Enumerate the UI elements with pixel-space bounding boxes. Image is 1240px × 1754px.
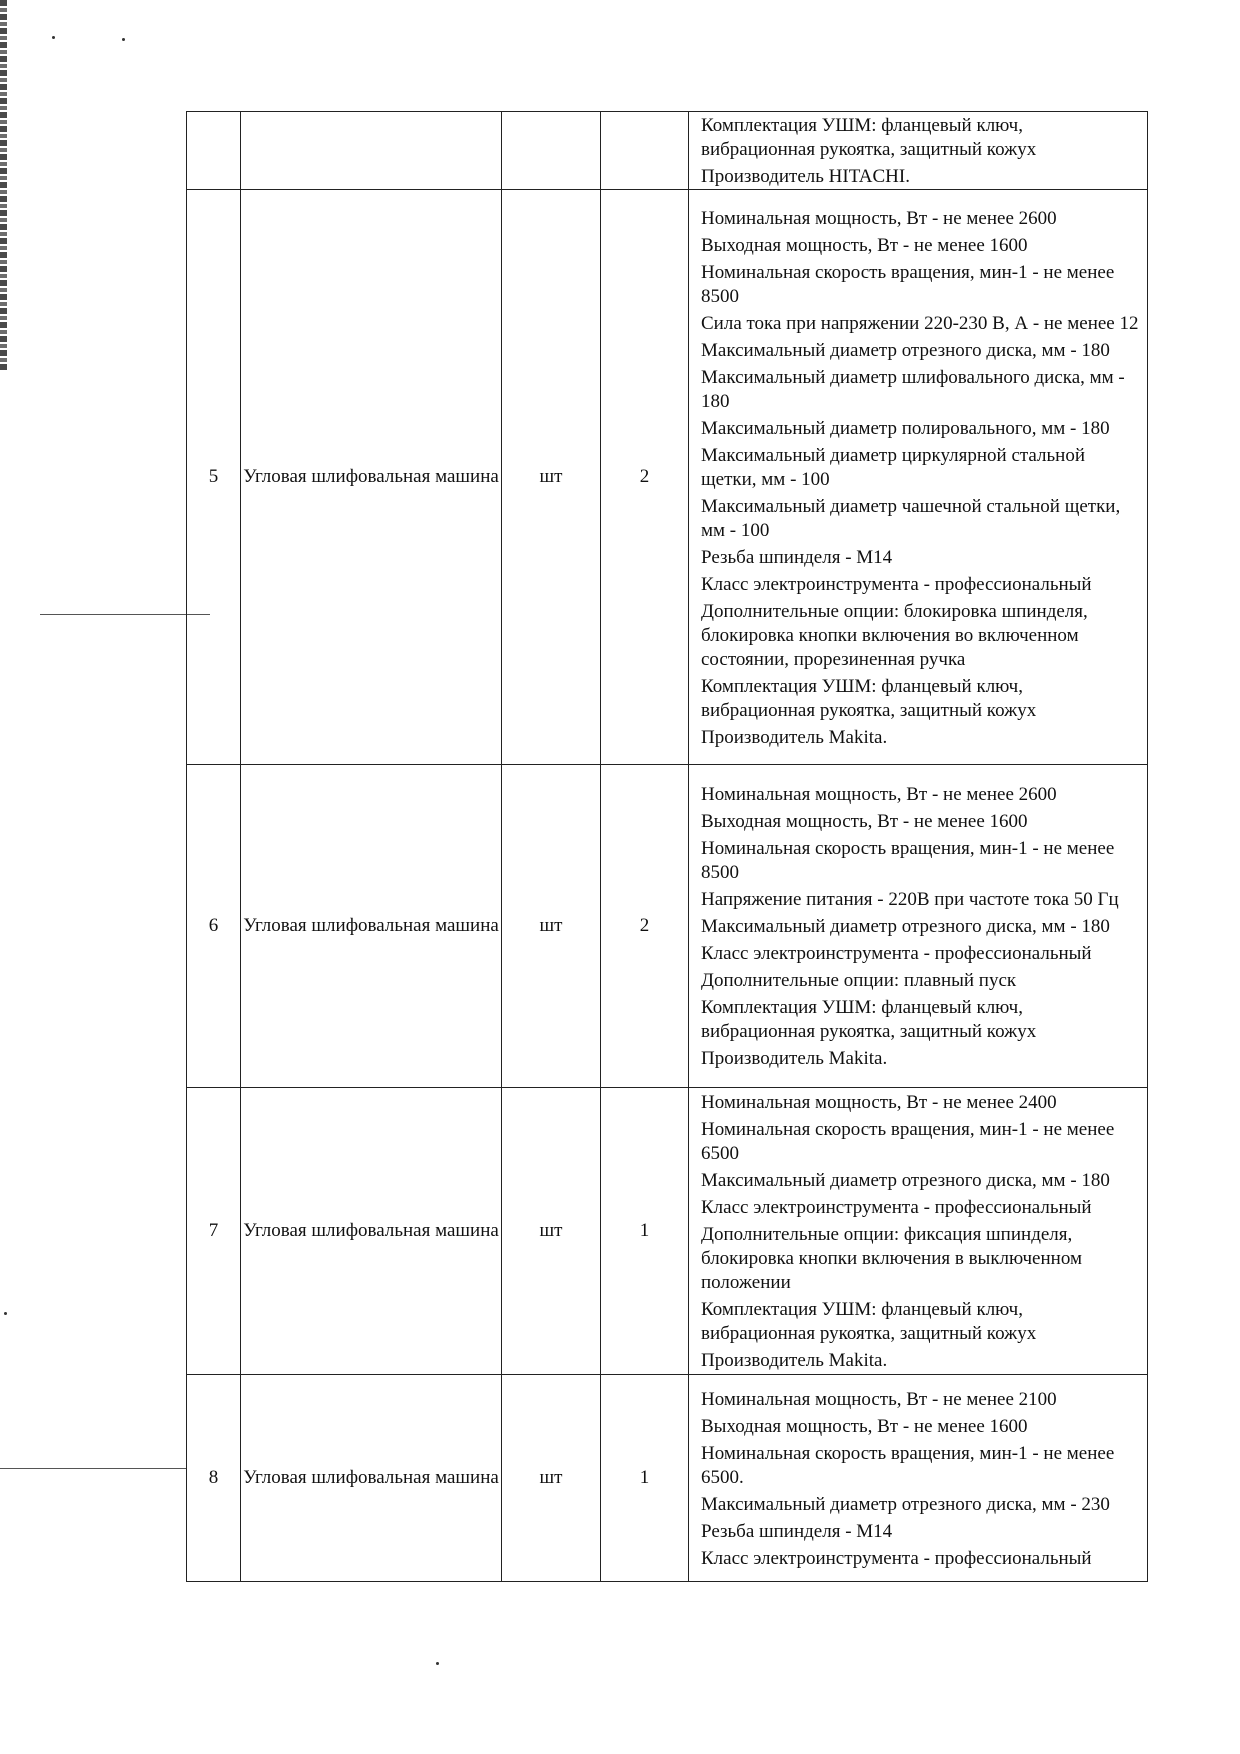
table-row (187, 1088, 1148, 1375)
spec-line: Сила тока при напряжении 220-230 В, А - не менее 12 (701, 312, 1139, 334)
specs-cell (689, 1375, 1148, 1582)
specs-cell (689, 765, 1148, 1088)
item-name-cell: Угловая шлифовальная машина (241, 1375, 502, 1582)
row-number-cell: 6 (187, 765, 241, 1088)
scan-edge-artifact (0, 0, 7, 370)
spec-line: Дополнительные опции: плавный пуск (701, 970, 1017, 991)
row-number-cell: 7 (187, 1088, 241, 1375)
spec-line: Комплектация УШМ: фланцевый ключ, вибрационная рукоятка, защитный кожух (701, 115, 1037, 160)
table-row (187, 190, 1148, 765)
scan-line-artifact (40, 614, 210, 615)
spec-line: Номинальная скорость вращения, мин-1 - не менее 6500. (701, 1442, 1115, 1488)
spec-line: Максимальный диаметр отрезного диска, мм - 180 (701, 339, 1110, 361)
spec-line: Номинальная скорость вращения, мин-1 - не менее 8500 (701, 838, 1115, 883)
quantity-cell: 1 (601, 1088, 689, 1375)
spec-line: Класс электроинструмента - профессиональный (701, 573, 1092, 595)
spec-line: Класс электроинструмента - профессиональный (701, 943, 1092, 964)
spec-line: Напряжение питания - 220В при частоте тока 50 Гц (701, 889, 1119, 910)
spec-line: Максимальный диаметр отрезного диска, мм - 180 (701, 1170, 1110, 1191)
quantity-cell: 2 (601, 765, 689, 1088)
specs-cell (689, 1088, 1148, 1375)
spec-line: Дополнительные опции: блокировка шпинделя, блокировка кнопки включения во включенном состоянии, прорезиненная ручка (701, 600, 1088, 670)
spec-line: Резьба шпинделя - М14 (701, 1520, 893, 1542)
specs-cell (689, 112, 1148, 190)
spec-line: Номинальная мощность, Вт - не менее 2400 (701, 1092, 1057, 1113)
unit-cell (502, 112, 601, 190)
scan-speck (4, 1312, 7, 1315)
quantity-cell (601, 112, 689, 190)
spec-line: Максимальный диаметр циркулярной стальной щетки, мм - 100 (701, 444, 1086, 490)
specification-table-body (187, 112, 1148, 1582)
table-row (187, 1375, 1148, 1582)
scan-speck (436, 1662, 439, 1665)
spec-line: Максимальный диаметр чашечной стальной щетки, мм - 100 (701, 495, 1121, 541)
item-name-cell: Угловая шлифовальная машина (241, 190, 502, 765)
spec-line: Выходная мощность, Вт - не менее 1600 (701, 234, 1028, 256)
spec-line: Максимальный диаметр шлифовального диска, мм - 180 (701, 366, 1125, 412)
spec-line: Максимальный диаметр полировального, мм - 180 (701, 417, 1110, 439)
row-number-cell: 5 (187, 190, 241, 765)
spec-line: Резьба шпинделя - М14 (701, 546, 893, 568)
unit-cell: шт (502, 1088, 601, 1375)
quantity-cell: 1 (601, 1375, 689, 1582)
item-name-cell: Угловая шлифовальная машина (241, 765, 502, 1088)
spec-line: Номинальная мощность, Вт - не менее 2600 (701, 784, 1057, 805)
scan-speck (122, 38, 125, 41)
spec-line: Комплектация УШМ: фланцевый ключ, вибрационная рукоятка, защитный кожух (701, 675, 1037, 721)
unit-cell: шт (502, 190, 601, 765)
scan-speck (52, 36, 55, 39)
unit-cell: шт (502, 765, 601, 1088)
spec-line: Производитель Makita. (701, 1048, 888, 1069)
item-name-cell (241, 112, 502, 190)
spec-line: Выходная мощность, Вт - не менее 1600 (701, 811, 1028, 832)
table-row (187, 765, 1148, 1088)
spec-line: Производитель Makita. (701, 1350, 888, 1371)
spec-line: Комплектация УШМ: фланцевый ключ, вибрационная рукоятка, защитный кожух (701, 997, 1037, 1042)
table-row (187, 112, 1148, 190)
spec-line: Дополнительные опции: фиксация шпинделя, блокировка кнопки включения в выключенном положении (701, 1224, 1082, 1293)
spec-line: Номинальная скорость вращения, мин-1 - не менее 8500 (701, 261, 1115, 307)
spec-line: Класс электроинструмента - профессиональный (701, 1547, 1092, 1569)
row-number-cell (187, 112, 241, 190)
scan-line-artifact (0, 1468, 186, 1469)
specification-table (186, 111, 1148, 1582)
spec-line: Выходная мощность, Вт - не менее 1600 (701, 1415, 1028, 1437)
spec-line: Класс электроинструмента - профессиональный (701, 1197, 1092, 1218)
spec-line: Номинальная мощность, Вт - не менее 2600 (701, 207, 1057, 229)
item-name-cell: Угловая шлифовальная машина (241, 1088, 502, 1375)
spec-line: Производитель HITACHI. (701, 166, 910, 187)
spec-line: Номинальная скорость вращения, мин-1 - не менее 6500 (701, 1119, 1115, 1164)
spec-line: Комплектация УШМ: фланцевый ключ, вибрационная рукоятка, защитный кожух (701, 1299, 1037, 1344)
row-number-cell: 8 (187, 1375, 241, 1582)
quantity-cell: 2 (601, 190, 689, 765)
spec-line: Производитель Makita. (701, 726, 888, 748)
unit-cell: шт (502, 1375, 601, 1582)
spec-line: Номинальная мощность, Вт - не менее 2100 (701, 1388, 1057, 1410)
spec-line: Максимальный диаметр отрезного диска, мм - 180 (701, 916, 1110, 937)
spec-line: Максимальный диаметр отрезного диска, мм - 230 (701, 1493, 1110, 1515)
specs-cell (689, 190, 1148, 765)
